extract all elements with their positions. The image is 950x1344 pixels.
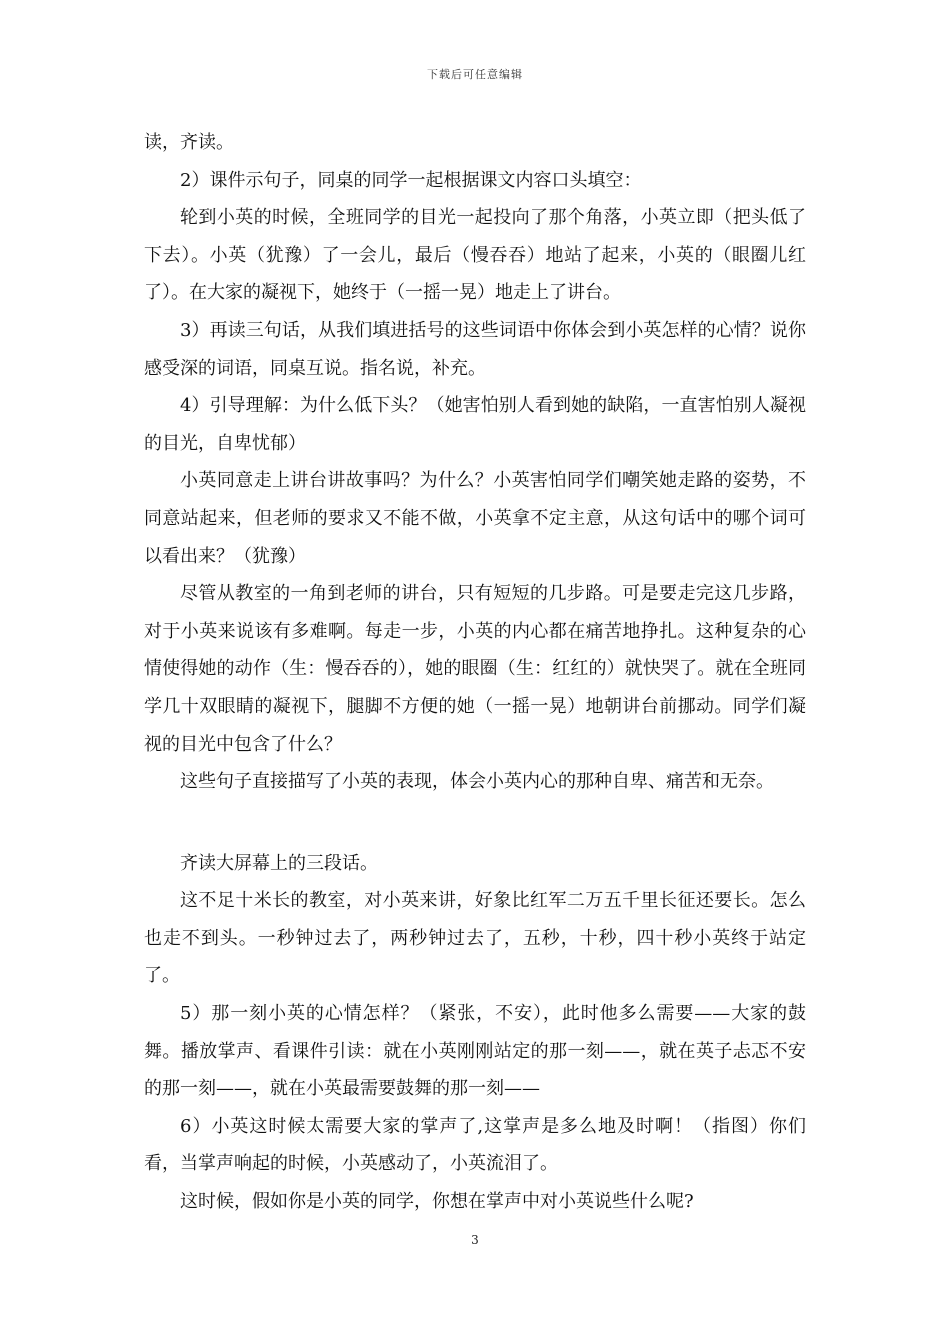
paragraph-5: 4）引导理解：为什么低下头？（她害怕别人看到她的缺陷，一直害怕别人凝视的目光，自卑忧郁）	[144, 395, 806, 454]
paragraph-3: 轮到小英的时候，全班同学的目光一起投向了那个角落，小英立即（把头低了下去）。小英（犹豫）了一会儿，最后（慢吞吞）地站了起来，小英的（眼圈儿红了）。在大家的凝视下，她终于（一摇一晃）地走上了讲台。	[144, 207, 806, 304]
paragraph-1: 读，齐读。	[144, 132, 234, 153]
paragraph-6: 小英同意走上讲台讲故事吗？为什么？小英害怕同学们嘲笑她走路的姿势，不同意站起来，但老师的要求又不能不做，小英拿不定主意，从这句话中的哪个词可以看出来？（犹豫）	[144, 470, 806, 567]
paragraph-11: 5）那一刻小英的心情怎样？（紧张，不安），此时他多么需要——大家的鼓舞。播放掌声、看课件引读：就在小英刚刚站定的那一刻——，就在英子忐忑不安的那一刻——，就在小英最需要鼓舞的那一刻——	[144, 1003, 806, 1100]
paragraph-9: 齐读大屏幕上的三段话。	[180, 852, 378, 874]
page-number: 3	[471, 1233, 479, 1247]
paragraph-4: 3）再读三句话，从我们填进括号的这些词语中你体会到小英怎样的心情？说你感受深的词语，同桌互说。指名说，补充。	[144, 319, 806, 379]
paragraph-12: 6）小英这时候太需要大家的掌声了,这掌声是多么地及时啊！（指图）你们看，当掌声响起的时候，小英感动了，小英流泪了。	[144, 1115, 806, 1175]
document-body	[144, 124, 806, 1221]
page-header: 下载后可任意编辑	[427, 68, 523, 81]
paragraph-7: 尽管从教室的一角到老师的讲台，只有短短的几步路。可是要走完这几步路，对于小英来说该有多难啊。每走一步，小英的内心都在痛苦地挣扎。这种复杂的心情使得她的动作（生：慢吞吞的），她的眼圈（生：红红的）就快哭了。就在全班同学几十双眼睛的凝视下，腿脚不方便的她（一摇一晃）地朝讲台前挪动。同学们凝视的目光中包含了什么？	[144, 583, 806, 755]
paragraph-2: 2）课件示句子，同桌的同学一起根据课文内容口头填空：	[180, 169, 642, 191]
paragraph-13: 这时候，假如你是小英的同学，你想在掌声中对小英说些什么呢?	[180, 1191, 694, 1213]
paragraph-10: 这不足十米长的教室，对小英来讲，好象比红军二万五千里长征还要长。怎么也走不到头。一秒钟过去了，两秒钟过去了，五秒，十秒，四十秒小英终于站定了。	[144, 890, 806, 987]
paragraph-8: 这些句子直接描写了小英的表现，体会小英内心的那种自卑、痛苦和无奈。	[180, 771, 774, 793]
paragraph-spacer	[144, 801, 806, 845]
